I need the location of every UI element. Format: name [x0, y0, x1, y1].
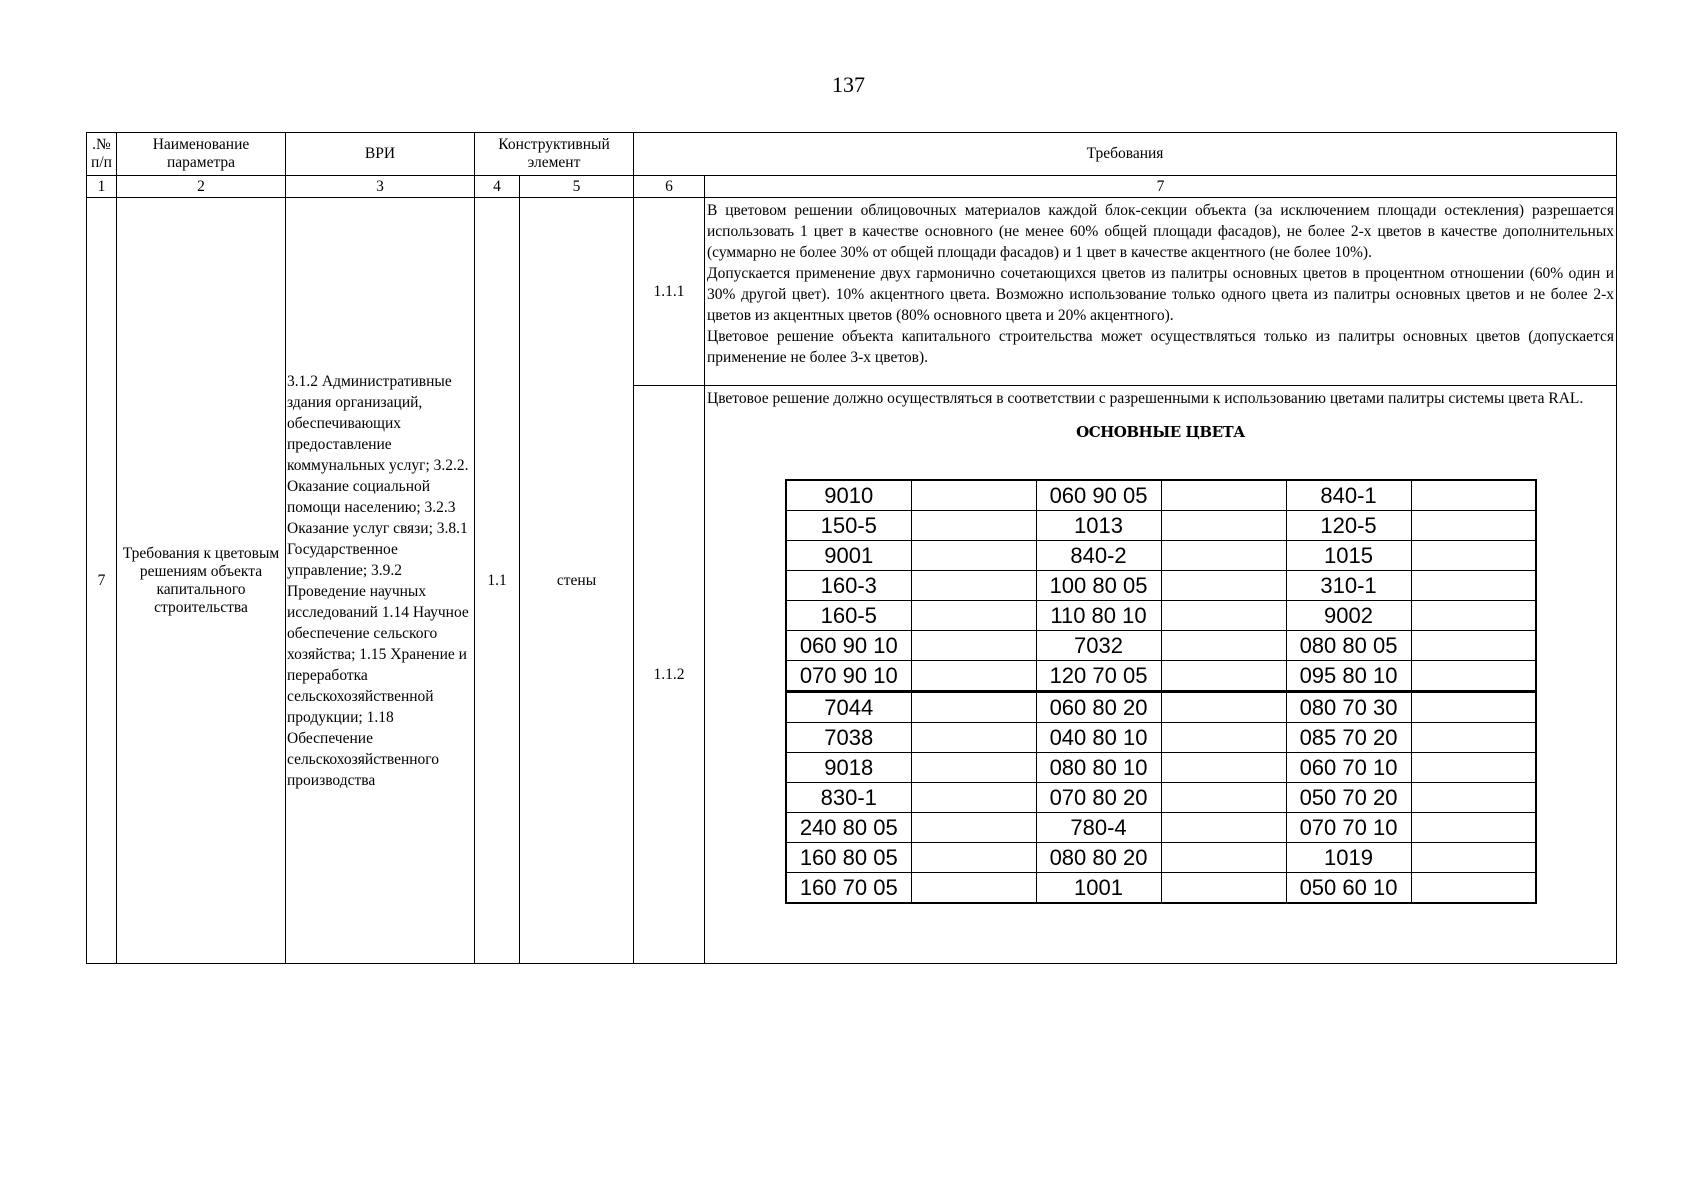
- palette-color-code: 070 90 10: [786, 661, 911, 692]
- palette-row: [786, 631, 1536, 661]
- vri-list: 3.1.2 Административные здания организаций, обеспечивающих предоставление коммунальных услуг; 3.2.2. Оказание социальной помощи населению; 3.2.3 Оказание услуг связи; 3.8.1 Государственное управление; 3.9.2 Проведение научных исследований 1.14 Научное обеспечение сельского хозяйства; 1.15 Хранение и переработка сельскохозяйственной продукции; 1.18 Обеспечение сельскохозяйственного производства: [286, 198, 475, 964]
- header-num: .№ п/п: [87, 133, 117, 176]
- palette-color-code: 780-4: [1036, 813, 1161, 843]
- palette-empty-cell: [911, 511, 1036, 541]
- requirement-paragraph: Допускается применение двух гармонично сочетающихся цветов из палитры основных цветов в процентном отношении (60% один и 30% другой цвет). 10% акцентного цвета. Возможно использование только одного цвета из палитры основных цветов и не более 2-х цветов из акцентных цветов (80% основного цвета и 20% акцентного).: [707, 265, 1615, 324]
- palette-empty-cell: [1411, 480, 1536, 511]
- palette-color-code: 1015: [1286, 541, 1411, 571]
- header-vri: ВРИ: [286, 133, 475, 176]
- requirement-code-1: 1.1.1: [634, 198, 705, 386]
- header-row: [87, 133, 1617, 176]
- palette-color-code: 9018: [786, 753, 911, 783]
- row-number: 7: [87, 198, 117, 964]
- palette-color-code: 070 70 10: [1286, 813, 1411, 843]
- palette-color-code: 1001: [1036, 873, 1161, 904]
- palette-color-code: 840-2: [1036, 541, 1161, 571]
- palette-empty-cell: [911, 601, 1036, 631]
- palette-empty-cell: [1411, 843, 1536, 873]
- palette-empty-cell: [1161, 601, 1286, 631]
- palette-empty-cell: [911, 843, 1036, 873]
- palette-color-code: 7032: [1036, 631, 1161, 661]
- palette-color-code: 060 80 20: [1036, 692, 1161, 723]
- column-number: 4: [475, 176, 520, 198]
- palette-color-code: 060 90 10: [786, 631, 911, 661]
- palette-empty-cell: [1161, 480, 1286, 511]
- palette-color-code: 160 80 05: [786, 843, 911, 873]
- palette-title: ОСНОВНЫЕ ЦВЕТА: [1076, 423, 1245, 441]
- palette-row: [786, 480, 1536, 511]
- palette-color-code: 080 80 05: [1286, 631, 1411, 661]
- palette-empty-cell: [1161, 813, 1286, 843]
- palette-empty-cell: [911, 480, 1036, 511]
- requirement-paragraph: Цветовое решение объекта капитального строительства может осуществляться только из палитры основных цветов (допускается применение не более 3-х цветов).: [707, 328, 1615, 366]
- palette-empty-cell: [1411, 723, 1536, 753]
- palette-empty-cell: [1411, 783, 1536, 813]
- requirement-code-2: 1.1.2: [634, 386, 705, 964]
- column-number: 1: [87, 176, 117, 198]
- palette-color-code: 050 60 10: [1286, 873, 1411, 904]
- palette-color-code: 9001: [786, 541, 911, 571]
- requirement-paragraph: В цветовом решении облицовочных материалов каждой блок-секции объекта (за исключением площади остекления) разрешается использовать 1 цвет в качестве основного (не менее 60% общей площади фасадов), не более 2-х цветов в качестве дополнительных (суммарно не более 30% от общей площади фасадов) и 1 цвет в качестве акцентного (не более 10%).: [707, 202, 1615, 261]
- palette-color-code: 080 80 20: [1036, 843, 1161, 873]
- palette-empty-cell: [1411, 631, 1536, 661]
- palette-color-code: 9002: [1286, 601, 1411, 631]
- palette-color-code: 160-5: [786, 601, 911, 631]
- header-element: Конструктивный элемент: [475, 133, 634, 176]
- palette-row: [786, 601, 1536, 631]
- palette-empty-cell: [1161, 541, 1286, 571]
- palette-color-code: 040 80 10: [1036, 723, 1161, 753]
- palette-empty-cell: [1161, 661, 1286, 692]
- palette-color-code: 150-5: [786, 511, 911, 541]
- palette-color-code: 7038: [786, 723, 911, 753]
- palette-row: [786, 783, 1536, 813]
- palette-color-code: 120-5: [1286, 511, 1411, 541]
- palette-empty-cell: [1411, 692, 1536, 723]
- palette-row: [786, 661, 1536, 692]
- palette-empty-cell: [911, 692, 1036, 723]
- palette-color-code: 120 70 05: [1036, 661, 1161, 692]
- palette-empty-cell: [1161, 843, 1286, 873]
- palette-row: [786, 813, 1536, 843]
- palette-row: [786, 873, 1536, 904]
- column-number: 3: [286, 176, 475, 198]
- palette-empty-cell: [911, 661, 1036, 692]
- palette-empty-cell: [1161, 511, 1286, 541]
- column-number: 5: [520, 176, 634, 198]
- palette-color-code: 1013: [1036, 511, 1161, 541]
- palette-empty-cell: [1411, 511, 1536, 541]
- palette-empty-cell: [1161, 873, 1286, 904]
- palette-empty-cell: [911, 631, 1036, 661]
- palette-color-code: 070 80 20: [1036, 783, 1161, 813]
- palette-row: [786, 753, 1536, 783]
- palette-color-code: 085 70 20: [1286, 723, 1411, 753]
- table-row: [87, 198, 1617, 386]
- requirements-table: [86, 132, 1617, 964]
- palette-empty-cell: [1161, 723, 1286, 753]
- palette-color-code: 830-1: [786, 783, 911, 813]
- column-numbers-row: [87, 176, 1617, 198]
- palette-color-code: 100 80 05: [1036, 571, 1161, 601]
- palette-empty-cell: [1411, 873, 1536, 904]
- palette-empty-cell: [1411, 813, 1536, 843]
- palette-row: [786, 723, 1536, 753]
- palette-color-code: 080 70 30: [1286, 692, 1411, 723]
- requirement-paragraph: Цветовое решение должно осуществляться в соответствии с разрешенными к использованию цветами палитры системы цвета RAL.: [707, 390, 1584, 407]
- palette-empty-cell: [911, 873, 1036, 904]
- palette-empty-cell: [911, 783, 1036, 813]
- palette-empty-cell: [1411, 661, 1536, 692]
- page-number: 137: [832, 72, 865, 97]
- palette-color-code: 840-1: [1286, 480, 1411, 511]
- palette-empty-cell: [1161, 631, 1286, 661]
- header-requirements: Требования: [634, 133, 1617, 176]
- palette-color-code: 160-3: [786, 571, 911, 601]
- parameter-name: Требования к цветовым решениям объекта капитального строительства: [117, 198, 286, 964]
- palette-color-code: 095 80 10: [1286, 661, 1411, 692]
- column-number: 6: [634, 176, 705, 198]
- palette-empty-cell: [1161, 783, 1286, 813]
- palette-color-code: 050 70 20: [1286, 783, 1411, 813]
- column-number: 7: [705, 176, 1617, 198]
- palette-color-code: 160 70 05: [786, 873, 911, 904]
- palette-empty-cell: [1161, 692, 1286, 723]
- palette-color-code: 080 80 10: [1036, 753, 1161, 783]
- requirement-text-1: [705, 198, 1617, 386]
- palette-empty-cell: [911, 723, 1036, 753]
- palette-row: [786, 511, 1536, 541]
- palette-empty-cell: [1411, 753, 1536, 783]
- palette-color-code: 7044: [786, 692, 911, 723]
- element-code: 1.1: [475, 198, 520, 964]
- palette-empty-cell: [911, 571, 1036, 601]
- palette-row: [786, 843, 1536, 873]
- palette-empty-cell: [1411, 601, 1536, 631]
- palette-row: [786, 571, 1536, 601]
- color-palette-table: [785, 479, 1537, 904]
- palette-color-code: 9010: [786, 480, 911, 511]
- element-name: стены: [520, 198, 634, 964]
- palette-empty-cell: [1411, 571, 1536, 601]
- palette-empty-cell: [1161, 753, 1286, 783]
- palette-empty-cell: [1161, 571, 1286, 601]
- column-number: 2: [117, 176, 286, 198]
- palette-color-code: 110 80 10: [1036, 601, 1161, 631]
- palette-empty-cell: [911, 541, 1036, 571]
- palette-color-code: 240 80 05: [786, 813, 911, 843]
- header-name: Наименование параметра: [117, 133, 286, 176]
- palette-empty-cell: [911, 813, 1036, 843]
- palette-color-code: 060 90 05: [1036, 480, 1161, 511]
- palette-empty-cell: [1411, 541, 1536, 571]
- palette-color-code: 310-1: [1286, 571, 1411, 601]
- palette-color-code: 060 70 10: [1286, 753, 1411, 783]
- palette-row: [786, 692, 1536, 723]
- palette-color-code: 1019: [1286, 843, 1411, 873]
- palette-empty-cell: [911, 753, 1036, 783]
- palette-row: [786, 541, 1536, 571]
- requirement-text-2: [705, 386, 1617, 964]
